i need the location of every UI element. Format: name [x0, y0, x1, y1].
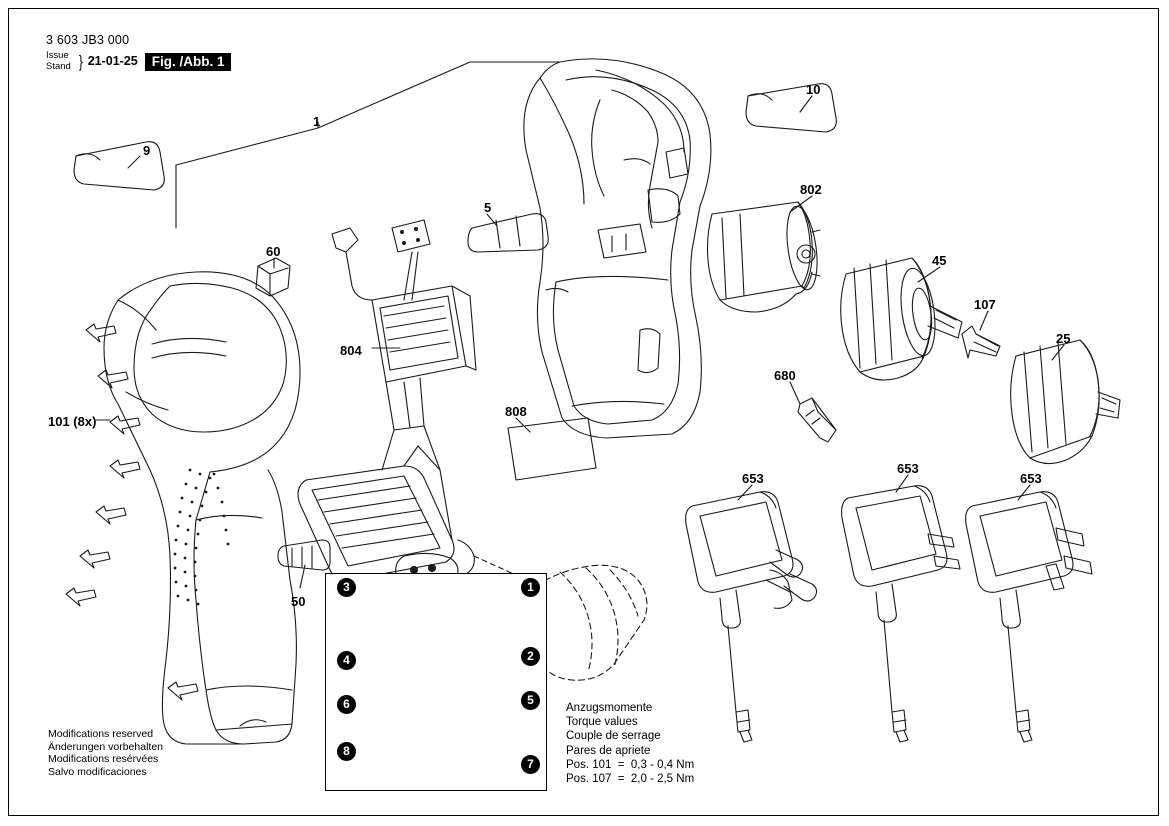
part-number: 3 603 JB3 000 [46, 33, 130, 47]
torque-line-de: Anzugsmomente [566, 702, 653, 714]
stand-label: Stand [46, 60, 71, 72]
callout-45: 45 [932, 253, 947, 268]
callout-9: 9 [143, 143, 151, 158]
callout-653-eu: 653 [742, 471, 764, 486]
callout-808: 808 [505, 404, 527, 419]
callout-680: 680 [774, 368, 796, 383]
callout-25: 25 [1056, 331, 1071, 346]
callout-101: 101 (8x) [48, 414, 97, 429]
torque-values-block [566, 701, 694, 786]
modifications-de: Änderungen vorbehalten [48, 740, 164, 753]
callout-50: 50 [291, 594, 306, 609]
issue-date: 21-01-25 [87, 54, 138, 68]
inset-bullet-5: 5 [521, 691, 540, 710]
inset-bullet-6: 6 [337, 695, 356, 714]
torque-line-es: Pares de apriete [566, 744, 651, 757]
issue-label: Issue [46, 50, 69, 61]
callout-5: 5 [484, 200, 492, 215]
inset-bullet-2: 2 [521, 647, 540, 666]
modifications-en: Modifications reserved [48, 728, 154, 740]
inset-bullet-7: 7 [521, 755, 540, 774]
callout-653-us: 653 [897, 461, 919, 476]
assembly-inset-box [325, 573, 547, 791]
inset-bullet-3: 3 [337, 578, 356, 597]
modifications-fr: Modifications resérvées [48, 753, 159, 766]
modifications-block [48, 728, 163, 778]
modifications-es: Salvo modificaciones [48, 765, 147, 778]
figure-tag: Fig. /Abb. 1 [145, 53, 232, 71]
inset-bullet-1: 1 [521, 578, 540, 597]
inset-bullet-8: 8 [337, 742, 356, 761]
inset-bullet-4: 4 [337, 651, 356, 670]
callout-60: 60 [266, 244, 281, 259]
callout-653-uk: 653 [1020, 471, 1042, 486]
callout-802: 802 [800, 182, 822, 197]
brace-decoration: } [78, 51, 83, 71]
callout-1: 1 [313, 114, 321, 129]
torque-line-en: Torque values [566, 716, 638, 729]
torque-pos-107: Pos. 107 = 2,0 - 2,5 Nm [566, 773, 695, 786]
callout-804: 804 [340, 343, 362, 358]
callout-107: 107 [974, 297, 996, 312]
callout-10: 10 [806, 82, 821, 97]
torque-pos-101: Pos. 101 = 0,3 - 0,4 Nm [566, 758, 695, 771]
torque-line-fr: Couple de serrage [566, 730, 661, 743]
